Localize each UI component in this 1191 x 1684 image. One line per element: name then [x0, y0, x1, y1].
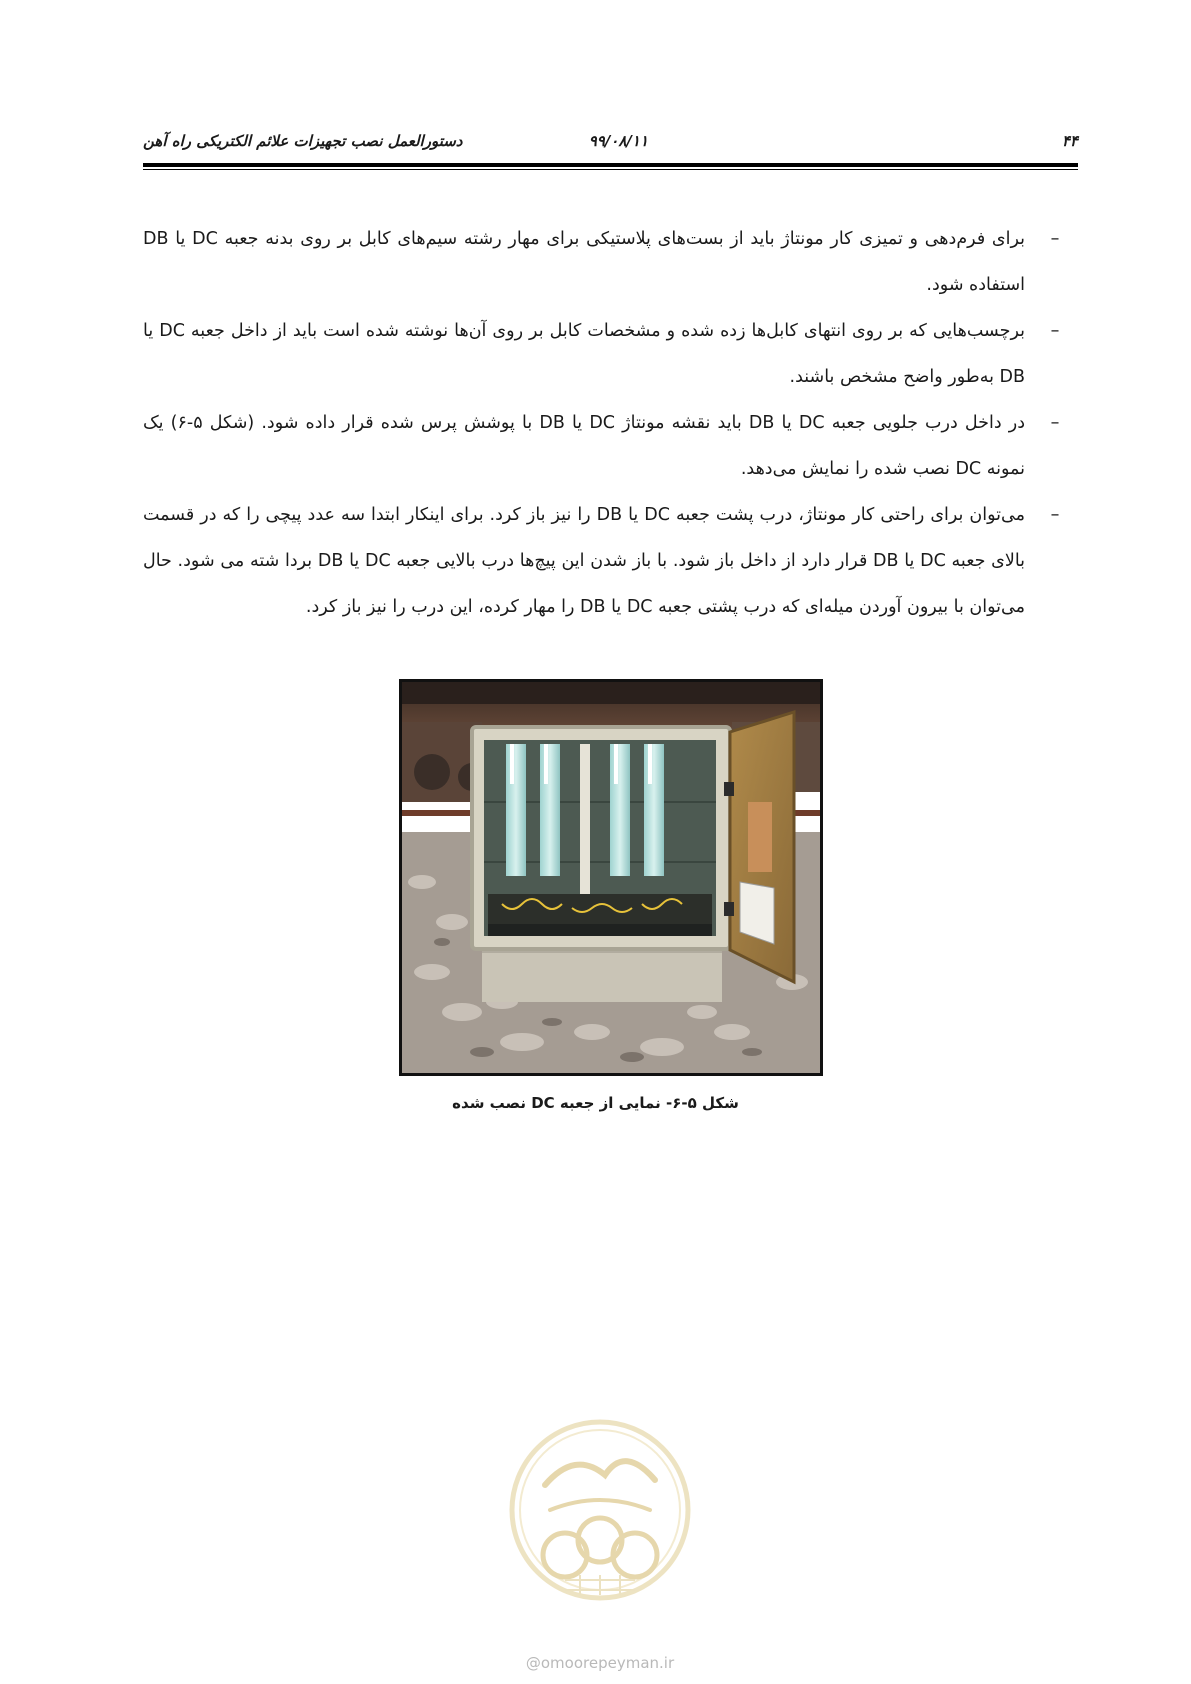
figure-photo [399, 679, 823, 1076]
bullet-text: برچسب‌هایی که بر روی انتهای کابل‌ها زده شده و مشخصات کابل بر روی آن‌ها نوشته شده است باید از داخل جعبه DC یا DB به‌طور واضح مشخص باشند. [143, 321, 1026, 387]
bullet-item [143, 492, 1060, 630]
header-rule-thin [143, 169, 1078, 170]
dc-box-photo [402, 682, 820, 1073]
bullet-text: می‌توان برای راحتی کار مونتاژ، درب پشت جعبه DC یا DB را نیز باز کرد. برای اینکار ابتدا سه عدد پیچی را که در قسمت بالای جعبه DC یا DB قرار دارد از داخل باز شود. با باز شدن این پیچ‌ها درب بالایی جعبه DC یا DB بردا شته می شود. حال می‌توان با بیرون آوردن میله‌ای که درب پشتی جعبه DC یا DB را مهار کرده، این درب را نیز باز کرد. [143, 505, 1026, 617]
bullet-text: برای فرم‌دهی و تمیزی کار مونتاژ باید از بست‌های پلاستیکی برای مهار رشته سیم‌های کابل بر روی بدنه جعبه DC یا DB استفاده شود. [143, 229, 1025, 295]
bullet-dash: – [1050, 505, 1060, 525]
header-rule-thick [143, 163, 1078, 167]
bullet-item [143, 308, 1060, 400]
watermark-url: @omoorepeyman.ir [525, 1654, 675, 1672]
page-number: ۴۴ [1061, 132, 1078, 150]
header-date: ۹۹/۰۸/۱۱ [588, 132, 648, 150]
bullet-dash: – [1050, 229, 1060, 249]
watermark-seal-icon [505, 1415, 695, 1615]
bullet-dash: – [1050, 321, 1060, 341]
bullet-item [143, 216, 1060, 308]
bullet-item [143, 400, 1060, 492]
page-header [143, 128, 1078, 156]
figure-caption: شکل ۵-۶- نمایی از جعبه DC نصب شده [452, 1094, 739, 1112]
document-title: دستورالعمل نصب تجهیزات علائم الکتریکی راه آهن [143, 132, 463, 150]
body-text [143, 216, 1060, 630]
bullet-dash: – [1050, 413, 1060, 433]
bullet-text: در داخل درب جلویی جعبه DC یا DB باید نقشه مونتاژ DC یا DB با پوشش پرس شده قرار داده شود. (شکل ۵-۶) یک نمونه DC نصب شده را نمایش می‌دهد. [143, 413, 1025, 479]
